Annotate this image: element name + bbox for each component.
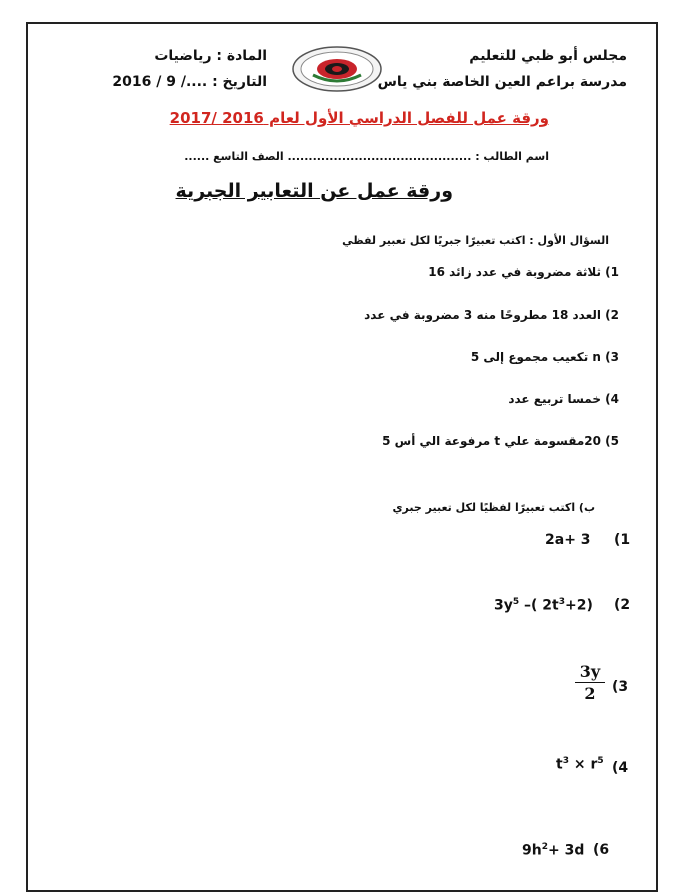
section2-item-4-expr: $t^3 \times r^5$ [556, 756, 604, 773]
section1-item-3: 3) n تكعيب مجموع إلى 5 [470, 350, 619, 364]
section2-heading: ب) اكتب تعبيرًا لفظيًا لكل تعبير جبري [392, 501, 595, 514]
worksheet-title: ورقة عمل للفصل الدراسي الأول لعام 2016 /2017 [169, 109, 549, 127]
section1-item-5: 5) 20مقسومة علي t مرفوعة الي أس 5 [382, 434, 619, 448]
section2-item-1-num: (1 [614, 532, 631, 548]
school-logo-icon [291, 45, 383, 93]
section2-item-4-num: (4 [612, 760, 629, 776]
section1-heading: السؤال الأول : اكتب تعبيرًا جبريًا لكل تعبير لفظي [342, 234, 609, 247]
section1-item-2: 2) العدد 18 مطروحًا منه 3 مضروبة في عدد [364, 308, 619, 322]
fraction-numerator: 3y [575, 662, 605, 683]
main-title: ورقة عمل عن التعابير الجبرية [175, 180, 453, 202]
section1-item-4: 4) خمسا تربيع عدد [508, 392, 619, 406]
fraction-denominator: 2 [584, 684, 596, 703]
section2-item-2-num: (2 [614, 597, 631, 613]
section2-item-2-expr: $3y^5$ –( $2t^3+2$) [494, 597, 593, 614]
section1-item-1: 1) ثلاثة مضروبة في عدد زائد 16 [428, 265, 619, 279]
section2-item-6-expr: $9h^2+ 3d$ [522, 842, 585, 859]
section2-item-3-num: (3 [612, 679, 629, 695]
date-label: التاريخ : ..../ 9 / 2016 [112, 74, 267, 90]
school-name: مدرسة براعم العين الخاصة بني ياس [377, 74, 627, 90]
section2-item-6-num: (6 [593, 842, 610, 858]
student-name-line: اسم الطالب : ............................................ الصف التاسع ...... [184, 150, 549, 163]
council-name: مجلس أبو ظبي للتعليم [469, 48, 627, 64]
subject-label: المادة : رياضيات [154, 48, 267, 64]
section2-item-3-fraction [575, 662, 605, 703]
section2-item-1-expr: 2a+ 3 [545, 532, 591, 548]
